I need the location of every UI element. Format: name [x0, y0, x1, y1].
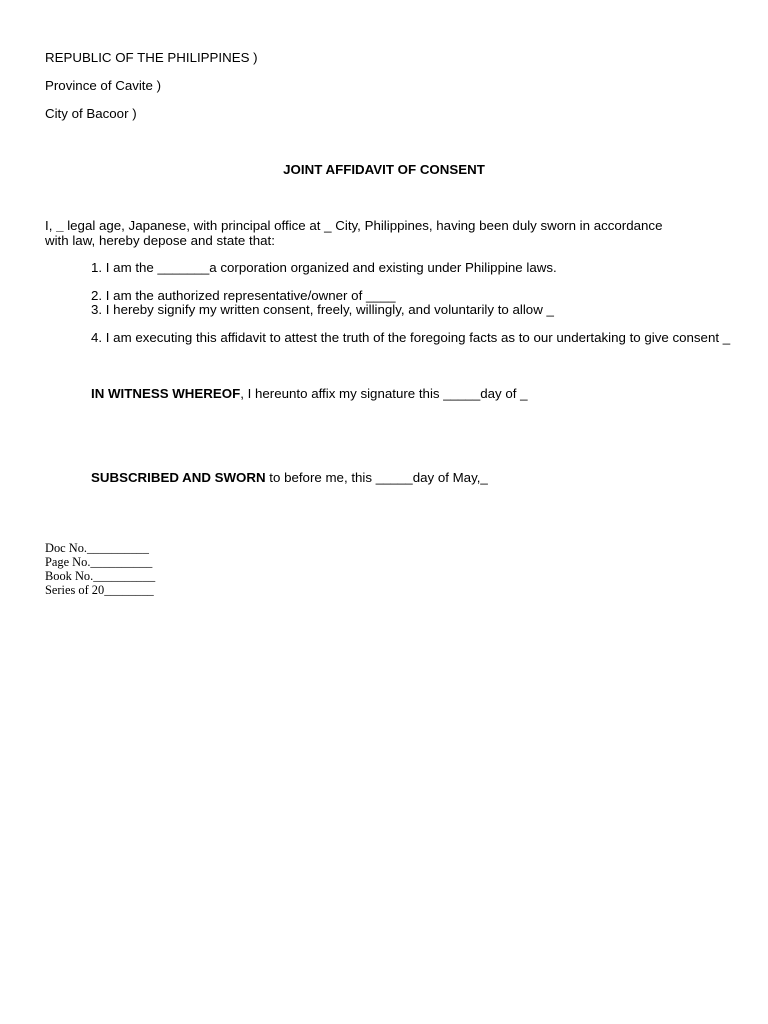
jurat-clause	[91, 470, 488, 485]
notarial-page-no: Page No.__________	[45, 555, 153, 569]
intro-prefix: I,	[45, 218, 57, 233]
notarial-series: Series of 20________	[45, 583, 154, 597]
statement-item-3: 3. I hereby signify my written consent, freely, willingly, and voluntarily to allow _	[91, 302, 554, 317]
document-title: JOINT AFFIDAVIT OF CONSENT	[283, 162, 485, 177]
statement-item-2: 2. I am the authorized representative/owner of ____	[91, 288, 396, 303]
venue-province: Province of Cavite )	[45, 78, 162, 93]
notarial-book-no: Book No.__________	[45, 569, 156, 583]
jurat-heading: SUBSCRIBED AND SWORN	[91, 470, 266, 485]
statement-item-4: 4. I am executing this affidavit to attest the truth of the foregoing facts as to our undertaking to give consent _	[91, 330, 731, 345]
venue-city: City of Bacoor )	[45, 106, 137, 121]
intro-name-blank: _	[56, 218, 64, 233]
venue-republic: REPUBLIC OF THE PHILIPPINES )	[45, 50, 258, 65]
witness-heading: IN WITNESS WHEREOF	[91, 386, 241, 401]
witness-clause	[91, 386, 528, 401]
jurat-text: to before me, this _____day of May,_	[265, 470, 488, 485]
witness-text: , I hereunto affix my signature this _____day of _	[240, 386, 528, 401]
notarial-doc-no: Doc No.__________	[45, 541, 149, 555]
statement-item-1: 1. I am the _______a corporation organized and existing under Philippine laws.	[91, 260, 557, 275]
intro-paragraph	[45, 218, 685, 248]
intro-rest: legal age, Japanese, with principal office at _ City, Philippines, having been duly sworn in accordance with law, hereby depose and state that:	[45, 218, 663, 248]
